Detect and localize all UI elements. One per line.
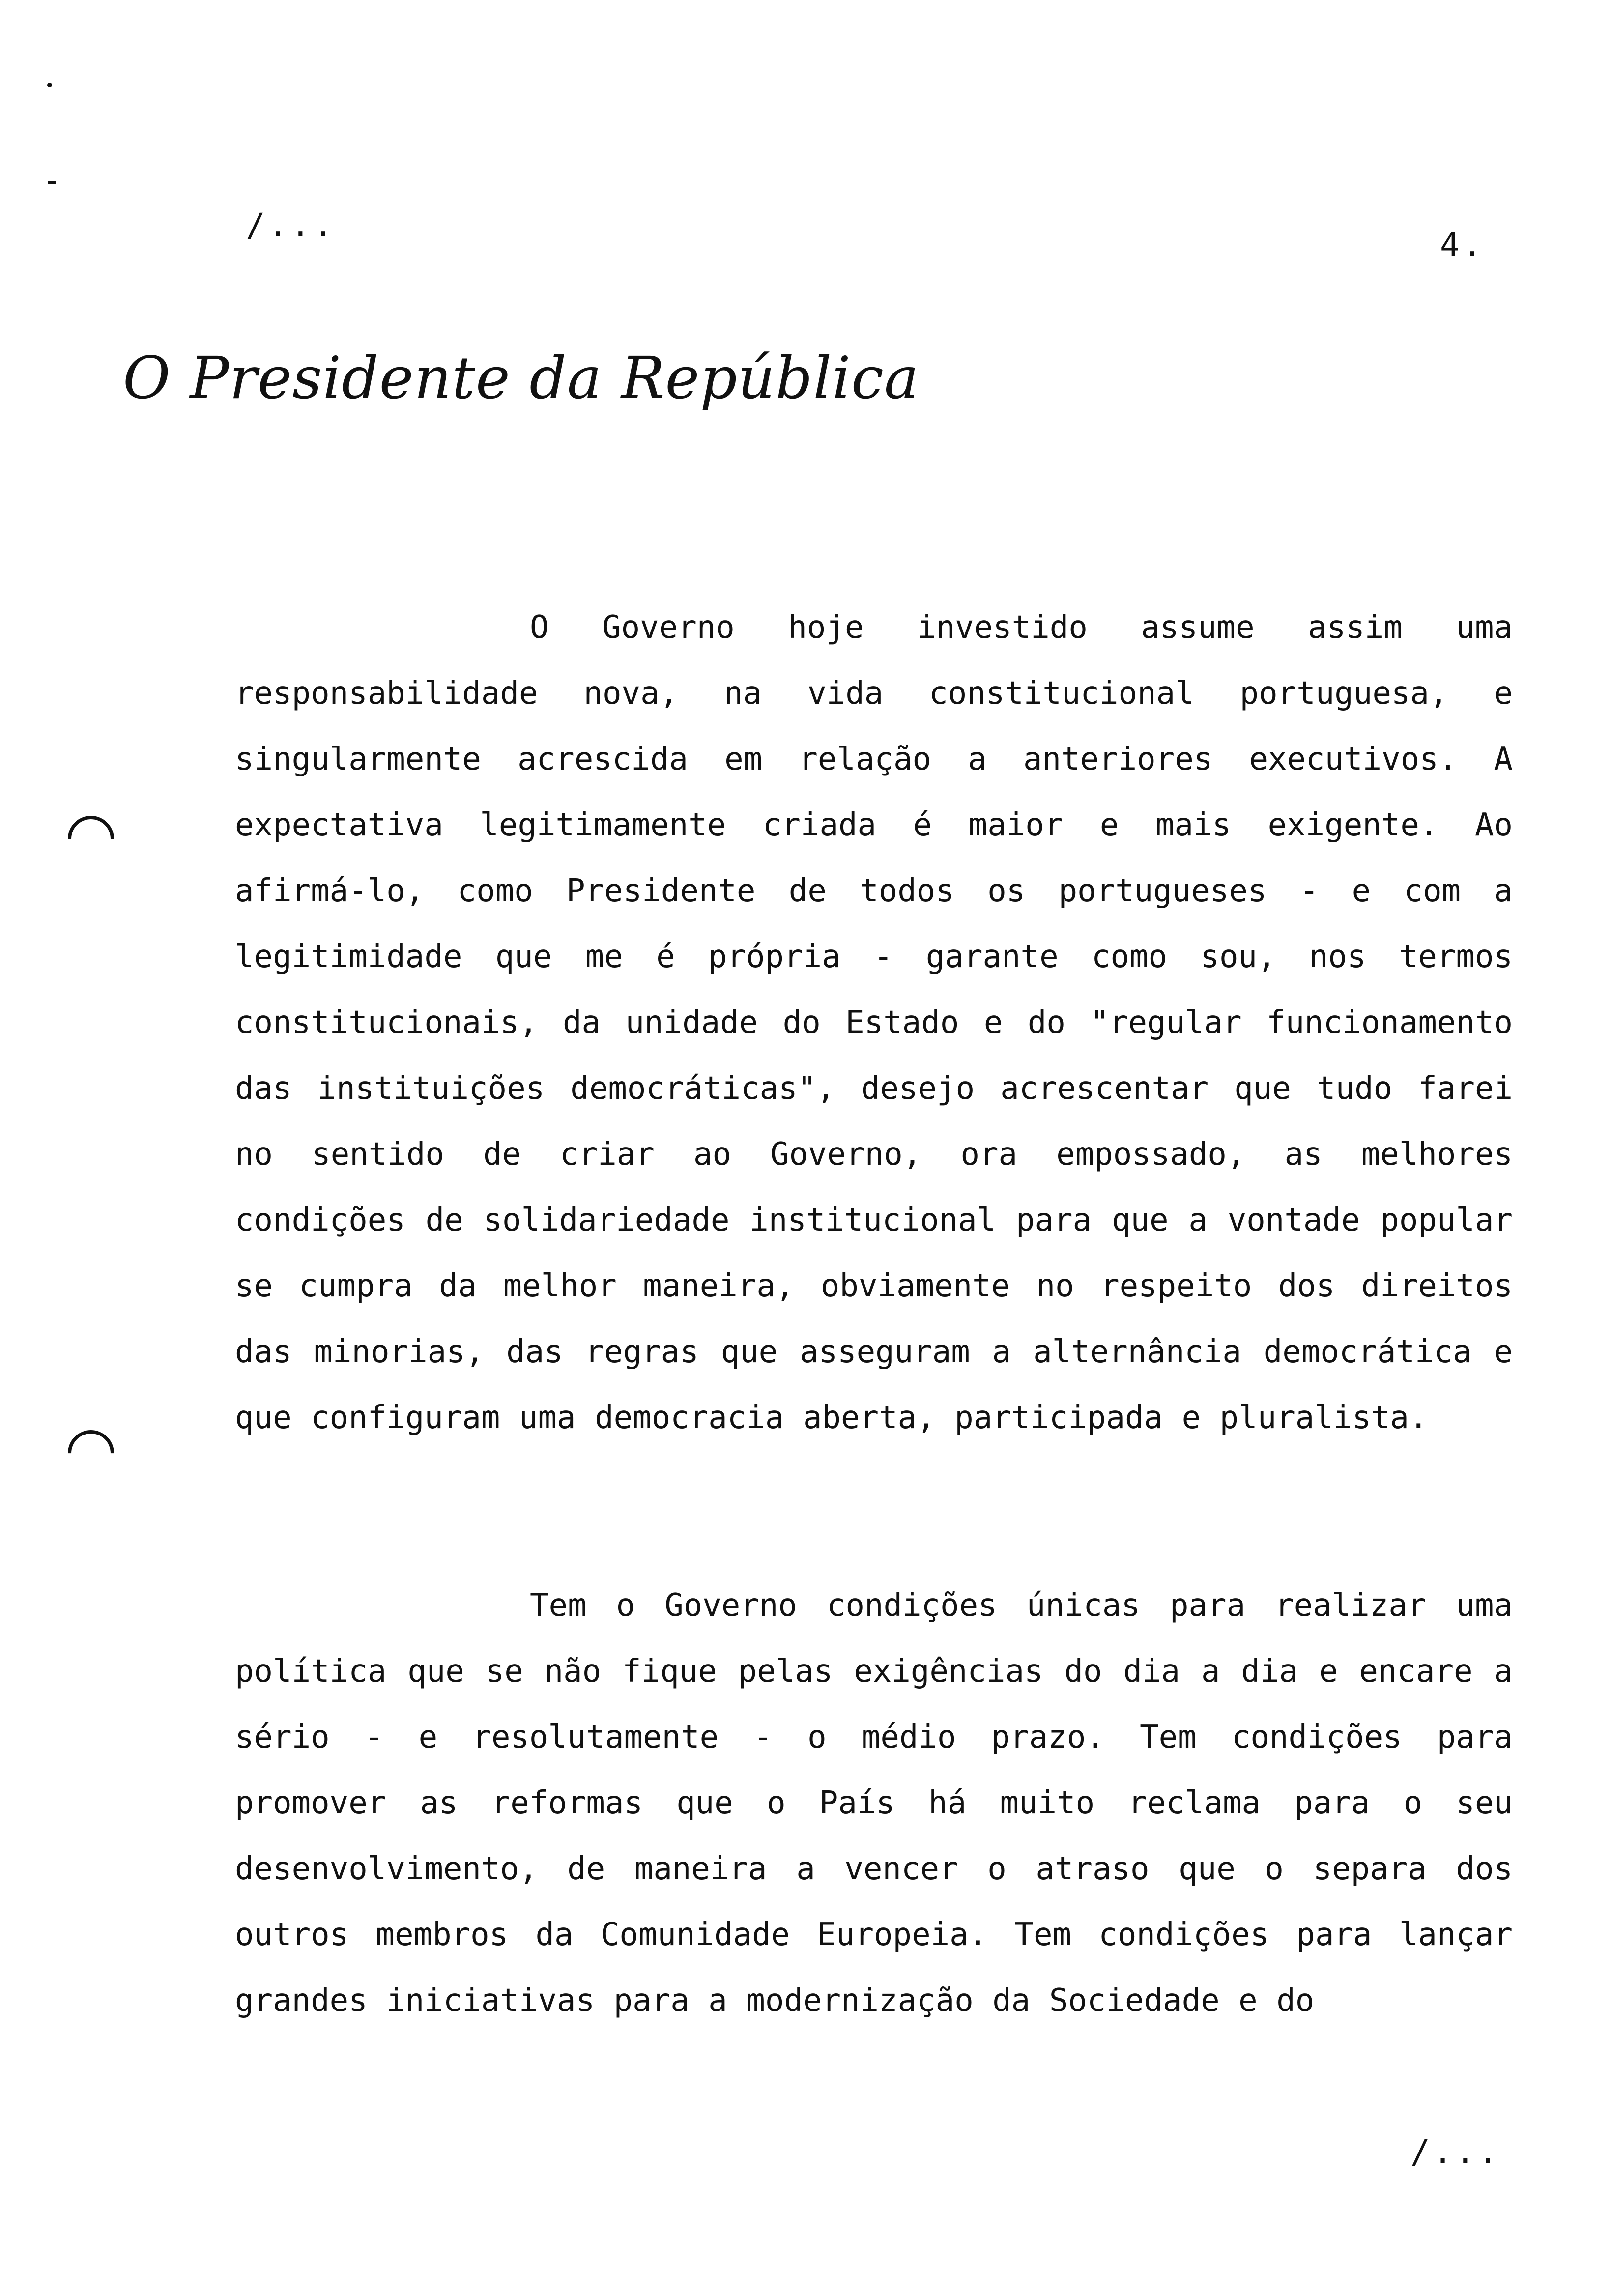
paragraph-text: Tem o Governo condições únicas para realizar uma política que se não fique pelas exigências do dia a dia e encare a sério - e resolutamente - o médio prazo. Tem condições para promover as reformas que o País há muito reclama para o seu desenvolvimento, de maneira a vencer o atraso que o separa dos outros membros da Comunidade Europeia. Tem condições para lançar grandes iniciativas para a modernização da Sociedade e do <box>235 1587 1513 2019</box>
margin-dot <box>47 83 52 87</box>
punch-hole-mark <box>58 1421 124 1486</box>
punch-hole-mark <box>58 806 124 872</box>
margin-dash <box>48 181 56 184</box>
body-paragraph-1 <box>235 595 1513 1451</box>
body-paragraph-2 <box>235 1573 1513 2034</box>
continuation-marker-top: /... <box>246 206 336 244</box>
page-number: 4. <box>1440 226 1485 264</box>
letterhead-title: O Presidente da República <box>123 344 920 412</box>
paragraph-text: O Governo hoje investido assume assim uma responsabilidade nova, na vida constitucional portuguesa, e singularmente acrescida em relação a anteriores executivos. A expectativa legitimamente criada é maior e mais exigente. Ao afirmá-lo, como Presidente de todos os portugueses - e com a legitimidade que me é própria - garante como sou, nos termos constitucionais, da unidade do Estado e do "regular funcionamento das instituições democráticas", desejo acrescentar que tudo farei no sentido de criar ao Governo, ora empossado, as melhores condições de solidariedade institucional para que a vontade popular se cumpra da melhor maneira, obviamente no respeito dos direitos das minorias, das regras que asseguram a alternância democrática e que configuram uma democracia aberta, participada e pluralista. <box>235 609 1513 1436</box>
continuation-marker-bottom: /... <box>1410 2133 1500 2171</box>
